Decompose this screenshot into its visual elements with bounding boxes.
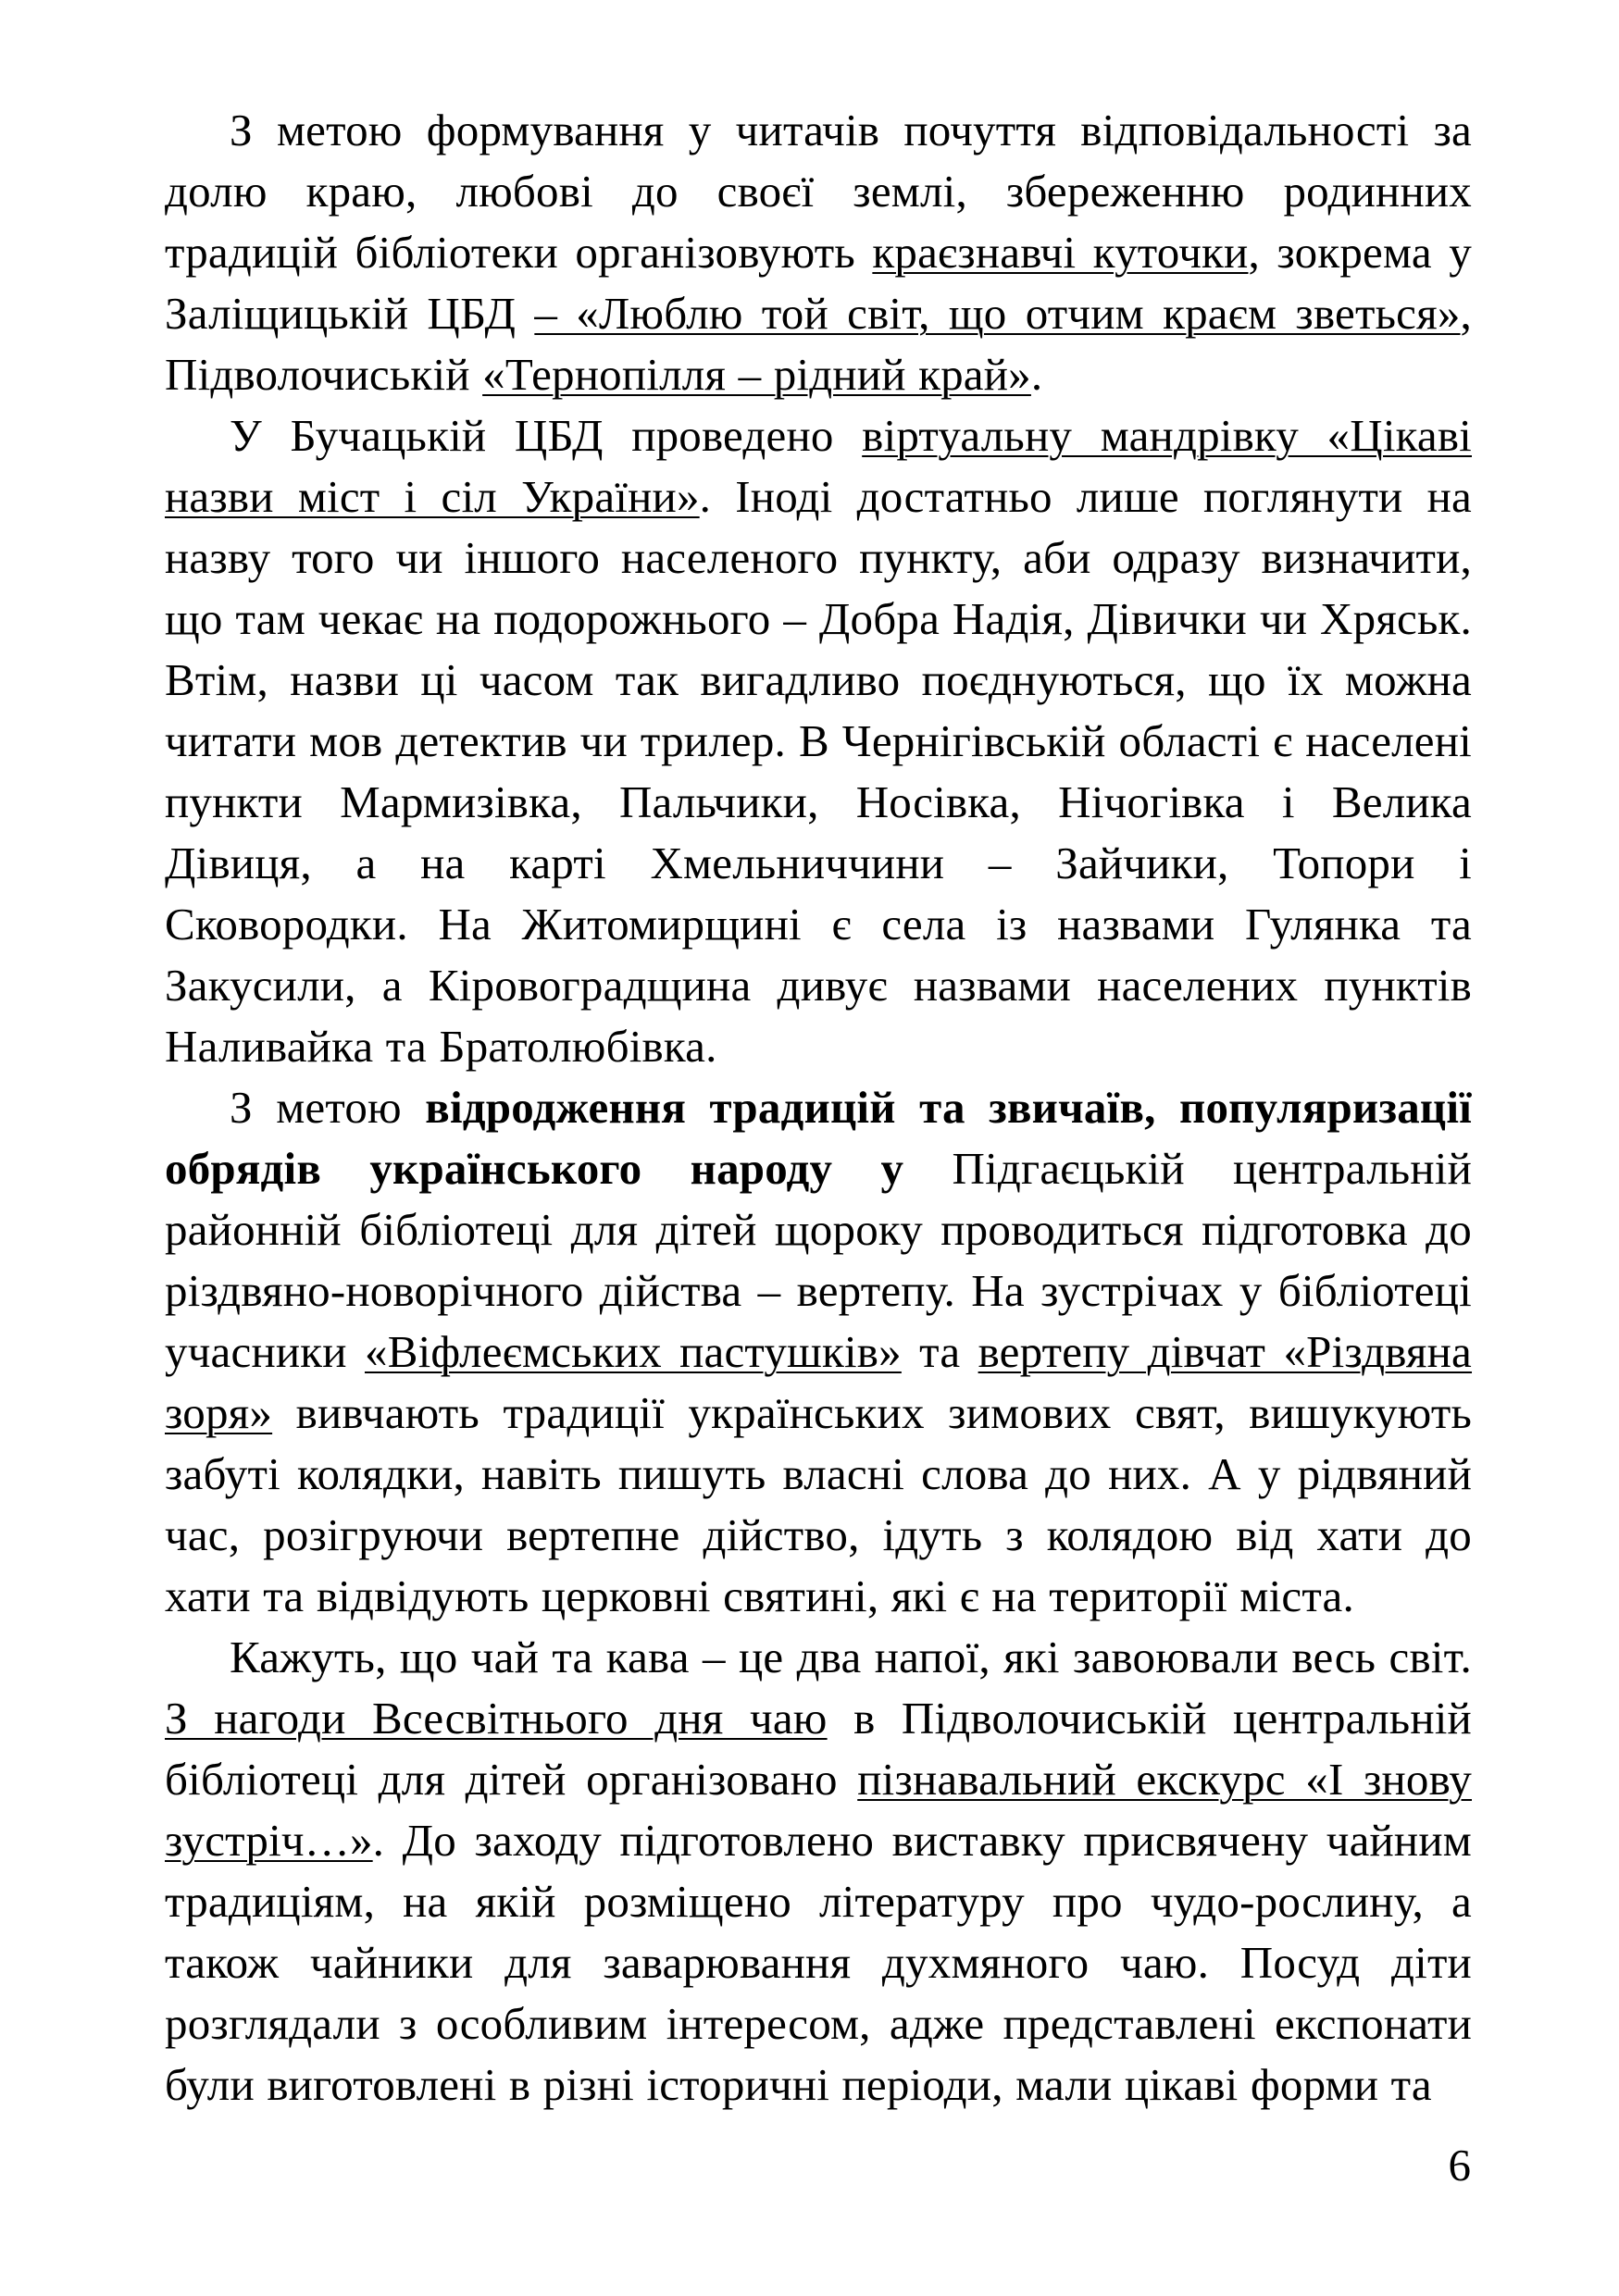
text-segment: вивчають традиції українських зимових свят, вишукують забуті колядки, навіть пишуть власні слова до них. А у рідвяний час, розігруючи вертепне дійство, ідуть з колядою від хати до хати та відвідують церковні святині, які є на території міста.	[165, 1387, 1472, 1621]
underlined-phrase: краєзнавчі куточки	[872, 227, 1249, 278]
underlined-phrase: пізнавальний екскурс «І знову зустріч…»	[165, 1754, 1472, 1866]
text-segment: З метою формування у читачів почуття відповідальності за долю краю, любові до своєї землі, збереженню родинних традицій бібліотеки організовують	[165, 105, 1472, 278]
text-segment: та	[901, 1326, 978, 1377]
underlined-phrase: «Віфлеємських пастушків»	[365, 1326, 902, 1377]
paragraph-virtual-journey	[165, 405, 1472, 1077]
paragraph-tea-day	[165, 1627, 1472, 2116]
text-segment: . Іноді достатньо лише поглянути на назву того чи іншого населеного пункту, аби одразу визначити, що там чекає на подорожнього – Добра Надія, Дівички чи Хряськ. Втім, назви ці часом так вигадливо поєднуються, що їх можна читати мов детектив чи трилер. В Чернігівській області є населені пункти Мармизівка, Пальчики, Носівка, Нічогівка і Велика Дівиця, а на карті Хмельниччини – Зайчики, Топори і Сковородки. На Житомирщині є села із назвами Гулянка та Закусили, а Кіровоградщина дивує назвами населених пунктів Наливайка та Братолюбівка.	[165, 471, 1472, 1072]
underlined-phrase: «Тернопілля – рідний край»	[482, 349, 1031, 400]
underlined-phrase: З нагоди Всесвітнього дня чаю	[165, 1693, 828, 1744]
document-body	[165, 100, 1472, 2116]
underlined-phrase: вертепу дівчат «Різдвяна зоря»	[165, 1326, 1473, 1438]
text-segment: Кажуть, що чай та кава – це два напої, які завоювали весь світ.	[230, 1632, 1472, 1682]
paragraph-traditions-revival	[165, 1077, 1472, 1627]
paragraph-local-history-corners	[165, 100, 1472, 405]
text-segment: У Бучацькій ЦБД проведено	[230, 410, 863, 461]
underlined-phrase: віртуальну мандрівку «Цікаві назви міст і сіл України»	[165, 410, 1472, 522]
text-segment: Підгаєцькій центральній районній бібліотеці для дітей щороку проводиться підготовка до різдвяно-новорічного дійства – вертепу. На зустрічах у бібліотеці учасники	[165, 1143, 1472, 1377]
text-segment: , зокрема у Заліщицькій ЦБД	[165, 227, 1472, 339]
bold-phrase: відродження традицій та звичаїв, популяризації обрядів українського народу у	[165, 1082, 1472, 1194]
underlined-phrase: – «Люблю той світ, що отчим краєм зветься»	[534, 288, 1461, 339]
text-segment: . До заходу підготовлено виставку присвячену чайним традиціям, на якій розміщено літературу про чудо-рослину, а також чайники для заварювання духмяного чаю. Посуд діти розглядали з особливим інтересом, адже представлені експонати були виготовлені в різні історичні періоди, мали цікаві форми та	[165, 1815, 1472, 2110]
text-segment: , Підволочиській	[165, 288, 1472, 400]
text-segment: в Підволочиській центральній бібліотеці для дітей організовано	[165, 1693, 1472, 1805]
text-segment: З метою	[230, 1082, 426, 1133]
page-number: 6	[1448, 2140, 1471, 2191]
text-segment: .	[1030, 349, 1043, 400]
